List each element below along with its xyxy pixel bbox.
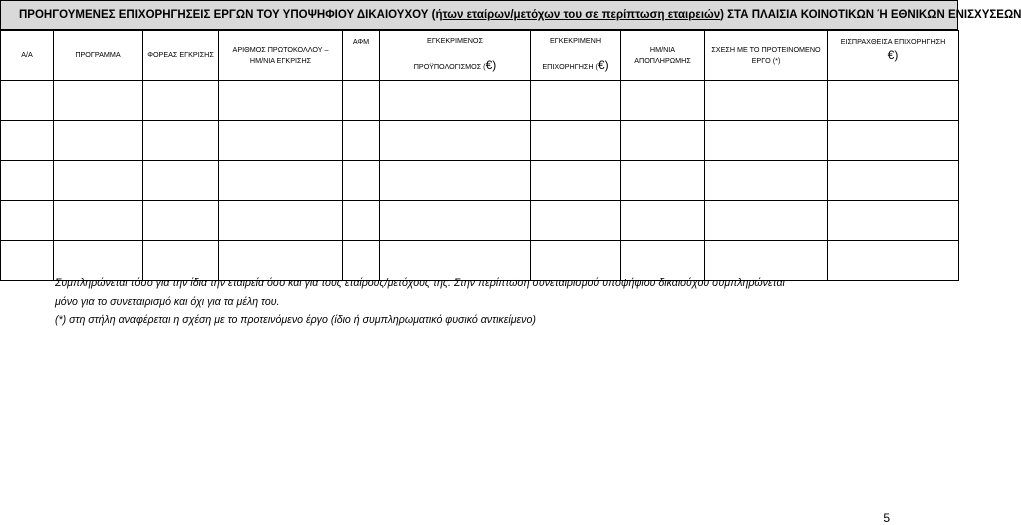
table-cell[interactable] — [143, 121, 219, 161]
table-cell[interactable] — [54, 201, 143, 241]
table-cell[interactable] — [343, 81, 380, 121]
table-cell[interactable] — [531, 81, 621, 121]
table-cell[interactable] — [380, 121, 531, 161]
table-cell[interactable] — [828, 161, 959, 201]
table-cell[interactable] — [531, 161, 621, 201]
table-cell[interactable] — [1, 241, 54, 281]
table-row — [1, 81, 959, 121]
title-underlined: των εταίρων/μετόχων του σε περίπτωση εταιρειών — [442, 9, 721, 21]
table-cell[interactable] — [219, 81, 343, 121]
table-row — [1, 121, 959, 161]
table-cell[interactable] — [621, 201, 705, 241]
table-cell[interactable] — [531, 121, 621, 161]
table-cell[interactable] — [143, 161, 219, 201]
col-approved-grant: ΕΓΚΕΚΡΙΜΕΝΗ ΕΠΙΧΟΡΗΓΗΣΗ (€) — [531, 31, 621, 81]
table-cell[interactable] — [219, 121, 343, 161]
table-cell[interactable] — [705, 121, 828, 161]
col-relation: ΣΧΕΣΗ ΜΕ ΤΟ ΠΡΟΤΕΙΝΟΜΕΝΟ ΕΡΓΟ (*) — [705, 31, 828, 81]
table-cell[interactable] — [1, 81, 54, 121]
col-afm: ΑΦΜ — [343, 31, 380, 81]
table-cell[interactable] — [531, 201, 621, 241]
notes — [55, 274, 955, 330]
table-cell[interactable] — [380, 81, 531, 121]
col-aa: Α/Α — [1, 31, 54, 81]
col-program: ΠΡΟΓΡΑΜΜΑ — [54, 31, 143, 81]
table-cell[interactable] — [54, 121, 143, 161]
table-cell[interactable] — [1, 121, 54, 161]
table-cell[interactable] — [621, 121, 705, 161]
table-cell[interactable] — [828, 81, 959, 121]
table-cell[interactable] — [54, 161, 143, 201]
table-cell[interactable] — [143, 201, 219, 241]
note-line: (*) στη στήλη αναφέρεται η σχέση με το προτεινόμενο έργο (ίδιο ή συμπληρωματικό φυσικό αντικείμενο) — [55, 314, 536, 326]
table-cell[interactable] — [1, 201, 54, 241]
table-cell[interactable] — [219, 201, 343, 241]
table-cell[interactable] — [143, 81, 219, 121]
note-line: μόνο για το συνεταιρισμό και όχι για τα μέλη του. — [55, 295, 280, 308]
col-approving-body: ΦΟΡΕΑΣ ΕΓΚΡΙΣΗΣ — [143, 31, 219, 81]
table-row — [1, 161, 959, 201]
table-cell[interactable] — [705, 81, 828, 121]
table-cell[interactable] — [705, 161, 828, 201]
col-received-grant: ΕΙΣΠΡΑΧΘΕΙΣΑ ΕΠΙΧΟΡΗΓΗΣΗ €) — [828, 31, 959, 81]
col-payment-date: ΗΜ/ΝΙΑ ΑΠΟΠΛΗΡΩΜΗΣ — [621, 31, 705, 81]
table-cell[interactable] — [621, 161, 705, 201]
grants-table — [0, 30, 959, 281]
table-cell[interactable] — [219, 161, 343, 201]
table-cell[interactable] — [54, 81, 143, 121]
col-protocol-number: ΑΡΙΘΜΟΣ ΠΡΩΤΟΚΟΛΛΟΥ – ΗΜ/ΝΙΑ ΕΓΚΡΙΣΗΣ — [219, 31, 343, 81]
table-cell[interactable] — [343, 161, 380, 201]
table-cell[interactable] — [705, 201, 828, 241]
table-row — [1, 201, 959, 241]
table-cell[interactable] — [1, 161, 54, 201]
section-title — [0, 0, 1021, 30]
table-cell[interactable] — [343, 121, 380, 161]
table-cell[interactable] — [343, 201, 380, 241]
note-line: Συμπληρώνεται τόσο για την ίδια την εταιρεία όσο και για τους εταίρους/μετόχους της. Στην περίπτωση συνεταιρισμού υποψήφιου δικαιούχου συμπληρώνεται — [55, 277, 785, 289]
page-number: 5 — [883, 511, 890, 525]
table-cell[interactable] — [828, 121, 959, 161]
table-cell[interactable] — [380, 201, 531, 241]
header-row — [1, 31, 959, 81]
title-part2: ) ΣΤΑ ΠΛΑΙΣΙΑ ΚΟΙΝΟΤΙΚΩΝ Ή ΕΘΝΙΚΩΝ ΕΝΙΣΧΥΣΕΩΝ — [720, 9, 1021, 21]
table-cell[interactable] — [380, 161, 531, 201]
table-cell[interactable] — [828, 201, 959, 241]
col-approved-budget: ΕΓΚΕΚΡΙΜΕΝΟΣ ΠΡΟΫΠΟΛΟΓΙΣΜΟΣ (€) — [380, 31, 531, 81]
title-part1: ΠΡΟΗΓΟΥΜΕΝΕΣ ΕΠΙΧΟΡΗΓΗΣΕΙΣ ΕΡΓΩΝ ΤΟΥ ΥΠΟΨΗΦΙΟΥ ΔΙΚΑΙΟΥΧΟΥ (ή — [19, 9, 443, 21]
table-cell[interactable] — [621, 81, 705, 121]
